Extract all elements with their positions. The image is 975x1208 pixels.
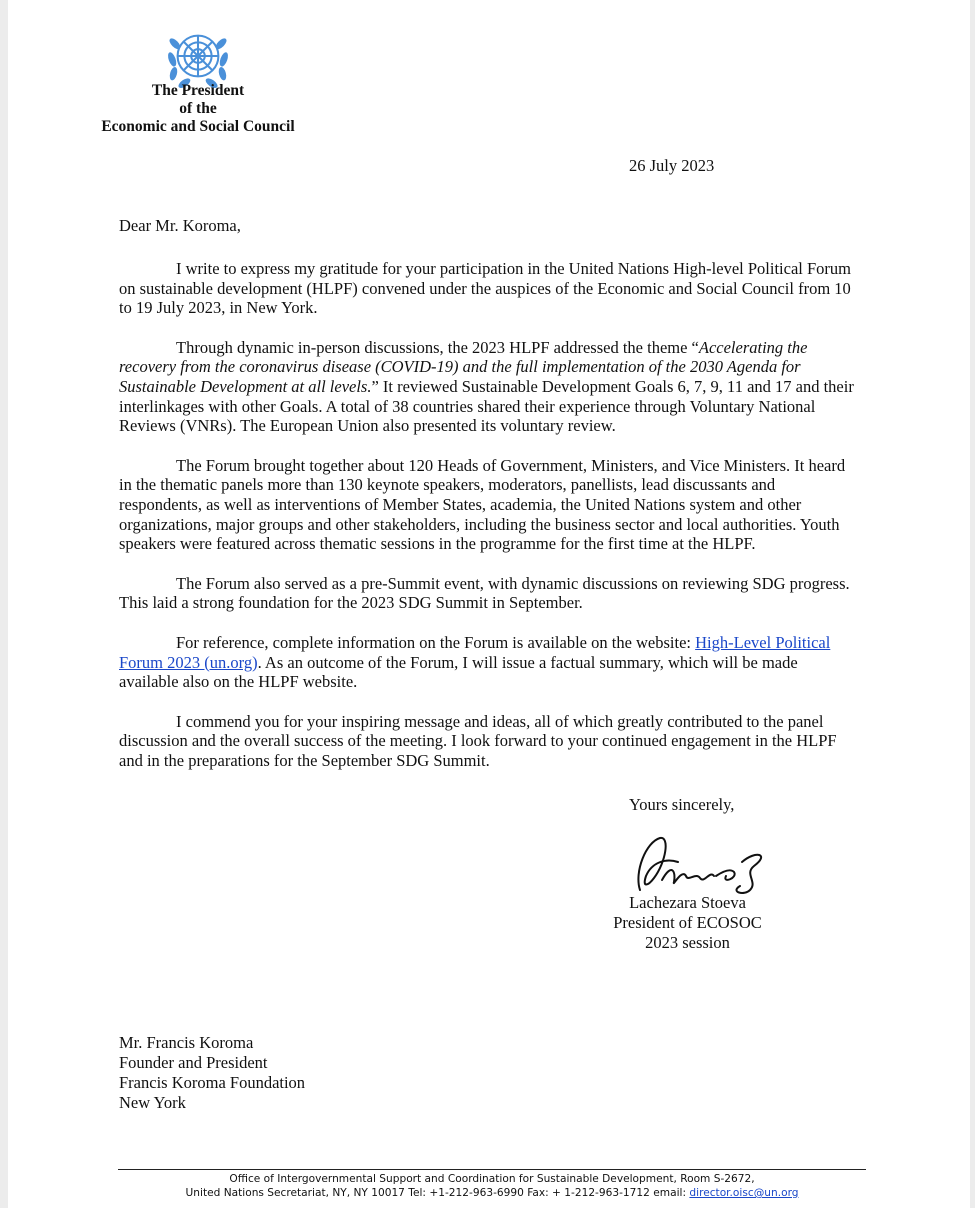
forum-theme: Accelerating the recovery from the coronavirus disease (COVID-19) and the full implementation of the 2030 Agenda for Sustainable Development at all levels.	[119, 337, 808, 396]
recipient-org: Francis Koroma Foundation	[119, 1073, 306, 1092]
office-line-2: of the	[179, 100, 217, 117]
office-line-3: Economic and Social Council	[101, 118, 295, 135]
letter-body	[119, 259, 861, 790]
footer	[118, 1172, 866, 1200]
un-emblem-icon	[164, 22, 232, 90]
signer-title: President of ECOSOC	[613, 913, 762, 932]
paragraph-2-rest: ” It reviewed Sustainable Development Goals 6, 7, 9, 11 and 17 and their interlinkages with other Goals. A total of 38 countries shared their experience through Voluntary National Reviews (VNRs). The European Union also presented its voluntary review.	[119, 376, 854, 436]
signer-session: 2023 session	[645, 933, 730, 952]
letter-date: 26 July 2023	[629, 156, 715, 175]
office-line-1: The President	[151, 82, 245, 99]
paragraph-5	[119, 633, 861, 692]
footer-contact: United Nations Secretariat, NY, NY 10017 Tel: +1-212-963-6990 Fax: + 1-212-963-1712 email:	[185, 1187, 690, 1199]
paragraph-1: I write to express my gratitude for your participation in the United Nations High-level Political Forum on sustainable development (HLPF) convened under the auspices of the Economic and Social Council from 10 to 19 July 2023, in New York.	[119, 259, 851, 318]
footer-email-link[interactable]: director.oisc@un.org	[689, 1187, 799, 1199]
salutation: Dear Mr. Koroma,	[119, 216, 241, 235]
paragraph-4: The Forum also served as a pre-Summit event, with dynamic discussions on reviewing SDG progress. This laid a strong foundation for the 2023 SDG Summit in September.	[119, 573, 850, 613]
recipient-address	[119, 1033, 305, 1113]
paragraph-6: I commend you for your inspiring message and ideas, all of which greatly contributed to the panel discussion and the overall success of the meeting. I look forward to your continued engagement in the HLPF and in the preparations for the September SDG Summit.	[119, 711, 837, 770]
signer-name: Lachezara Stoeva	[629, 893, 746, 912]
footer-line-1: Office of Intergovernmental Support and Coordination for Sustainable Development, Room S-2672,	[229, 1173, 755, 1185]
hlpf-website-link[interactable]: High-Level Political Forum 2023 (un.org)	[119, 632, 831, 672]
paragraph-3: The Forum brought together about 120 Heads of Government, Ministers, and Vice Ministers. It heard in the thematic panels more than 130 keynote speakers, moderators, panellists, lead discussants and respondents, as well as interventions of Member States, academia, the United Nations system and other organizations, major groups and other stakeholders, including the business sector and local authorities. Youth speakers were featured across thematic sessions in the programme for the first time at the HLPF.	[119, 455, 846, 554]
footer-divider	[118, 1169, 866, 1170]
recipient-name: Mr. Francis Koroma	[119, 1033, 254, 1052]
recipient-city: New York	[119, 1093, 186, 1112]
closing: Yours sincerely,	[629, 795, 735, 814]
paragraph-2	[119, 338, 861, 436]
recipient-role: Founder and President	[119, 1053, 268, 1072]
paragraph-5-rest: . As an outcome of the Forum, I will issue a factual summary, which will be made available also on the HLPF website.	[119, 652, 798, 692]
footer-line-2	[118, 1186, 866, 1200]
paragraph-5-intro: For reference, complete information on the Forum is available on the website:	[176, 632, 696, 652]
paragraph-2-intro: Through dynamic in-person discussions, the 2023 HLPF addressed the theme “	[176, 337, 699, 357]
signer-block	[600, 893, 775, 953]
handwritten-signature	[626, 832, 766, 898]
letter-page	[8, 0, 970, 1208]
office-heading	[68, 82, 328, 136]
